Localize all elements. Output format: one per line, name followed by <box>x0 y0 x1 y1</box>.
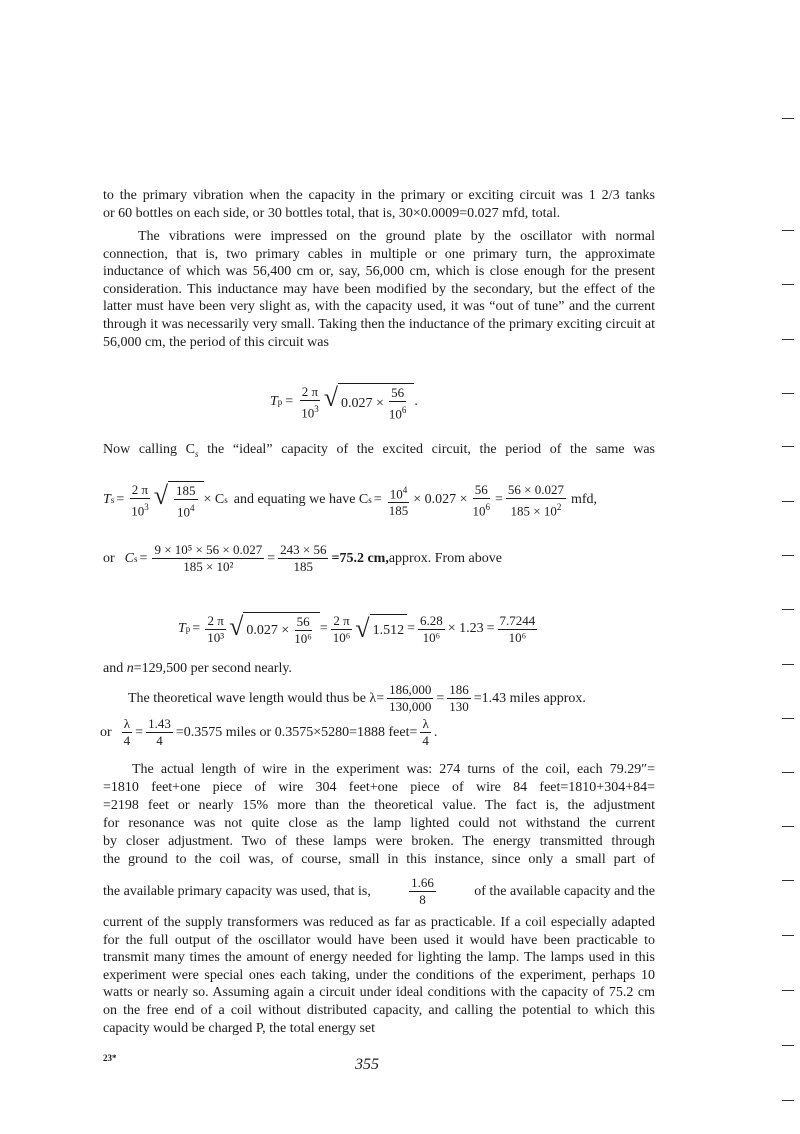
frac-num-exp: 4 <box>402 484 408 495</box>
eq-symbol: C <box>124 550 135 566</box>
margin-tick <box>782 609 794 610</box>
frac-num: 56 <box>474 481 488 497</box>
frac-den: 10⁶ <box>332 629 351 645</box>
eq-subscript: p <box>277 397 283 408</box>
frac-den: 10⁶ <box>422 629 441 645</box>
margin-tick <box>782 501 794 502</box>
eq-subscript: s <box>368 495 372 506</box>
eq-text: and equating we have C <box>233 492 369 508</box>
eq-end: . <box>414 394 418 410</box>
eq-text: =1.43 miles approx. <box>473 690 586 706</box>
frac-num: 2 π <box>131 481 149 497</box>
frac-den-base: 10 <box>388 406 402 422</box>
subscript: s <box>194 448 199 459</box>
frac-den: 130 <box>449 699 469 714</box>
frac-num: 56 <box>296 614 310 629</box>
frac-num: 186 <box>449 682 469 697</box>
margin-tick <box>782 284 794 285</box>
frac-num: 2 π <box>301 383 319 399</box>
equation-period-evaluated: T p = $\frac{2 \pi}{\text{10³}}$ √ 0.027 × $\frac{56}{\text{10⁶}}$ = $\frac{2 \pi}{\text{10⁶}}$ √ 1.512 = $\frac{6.28}{\text{10⁶}}$ × 1.23 = $\frac{7.7244}{\text{10⁶}}$ <box>178 612 536 646</box>
eq-text: mfd, <box>570 492 598 508</box>
frac-num: 56 <box>391 385 405 400</box>
frac-num: λ <box>123 716 131 731</box>
frac-num: 2 π <box>207 612 224 628</box>
margin-tick <box>782 880 794 881</box>
text-run: the “ideal” capacity of the excited circuit, the period of the same was <box>198 442 655 457</box>
eq-subscript: s <box>134 553 138 564</box>
frac-den-exp: 2 <box>556 501 562 512</box>
eq-text: × 1.23 <box>447 621 484 636</box>
text-run: and <box>103 661 127 676</box>
margin-tick <box>782 718 794 719</box>
frac-den-base: 10 <box>131 502 145 518</box>
frac-den-exp: 3 <box>144 501 149 512</box>
text-run: the available primary capacity was used, that is, <box>103 883 371 899</box>
eq-text: =0.3575 miles or 0.3575×5280=1888 feet= <box>175 724 418 740</box>
margin-tick <box>782 990 794 991</box>
frac-den: 10⁶ <box>508 629 527 645</box>
paragraph-text: The vibrations were impressed on the ground plate by the oscillator with normal connection, that is, two primary cables in multiple or one primary turn, the approximate inductance of which was 56,400 cm or, say, 56,000 cm, which is close enough for the present consideration. This inductance may have been modified by the secondary, but the effect of the latter must have been very slight as, with the capacity used, it was “out of tune” and the current through it was necessarily very small. Taking then the inductance of the primary exciting circuit at 56,000 cm, the period of this circuit was <box>103 229 655 350</box>
eq-subscript: s <box>224 495 228 506</box>
frac-den <box>299 401 321 420</box>
frac-den: 8 <box>419 892 426 907</box>
frac-num: 9 × 10⁵ × 56 × 0.027 <box>154 542 263 557</box>
margin-tick <box>782 1100 794 1101</box>
page-number: 355 <box>355 1056 379 1073</box>
equation-capacity-result: or C s = $\frac{\text{9 × 10⁵ × 56 × 0.027}}{\text{185 × 10²}}$ = $\frac{243 \times 56}{185}$ =75.2 cm, approx. From above <box>103 542 502 574</box>
text-line: by closer adjustment. Two of these lamps were broken. The energy transmitted through <box>103 834 655 849</box>
text-run: of the available capacity and the <box>474 883 655 899</box>
frac-den-exp: 6 <box>485 501 490 512</box>
eq-symbol: T <box>178 621 186 636</box>
margin-tick <box>782 664 794 665</box>
eq-subscript: s <box>110 495 115 506</box>
text-line: to the primary vibration when the capacity in the primary or exciting circuit was 1 2/3 tanks <box>103 188 655 203</box>
frac-den: 185 × 10² <box>183 559 234 574</box>
frac-den-exp: 6 <box>401 405 407 415</box>
text-line: =1810 feet+one piece of wire 304 feet+one piece of wire 84 feet=1810+304+84= <box>103 780 655 795</box>
frac-num: 186,000 <box>389 682 432 697</box>
frac-den: 185 <box>293 559 314 574</box>
square-root: √ $\frac{185}{10^4}$ <box>154 481 204 519</box>
frac-num: λ <box>422 716 429 731</box>
text-run: =129,500 per second nearly. <box>133 661 292 676</box>
eq-result: =75.2 cm, <box>331 550 389 566</box>
radicand: 1.512 <box>372 622 405 638</box>
frac-num: 243 × 56 <box>280 542 327 557</box>
radicand: 0.027 × <box>340 395 384 411</box>
margin-tick <box>782 555 794 556</box>
text-line: the ground to the coil was, of course, small in this instance, since only a small part of <box>103 852 655 867</box>
margin-tick <box>782 230 794 231</box>
frac-den: 4 <box>156 733 163 748</box>
eq-symbol: T <box>270 394 278 410</box>
eq-text: The theoretical wave length would thus be λ= <box>128 690 385 706</box>
frac-num: 56 × 0.027 <box>507 481 564 497</box>
eq-end: . <box>433 724 438 740</box>
frac-den: 10³ <box>207 629 225 645</box>
eq-symbol: n <box>126 661 134 676</box>
frac-den-base: 185 × 10 <box>510 502 557 518</box>
paragraph <box>103 914 655 1037</box>
paragraph <box>103 228 655 351</box>
frac-den-exp: 3 <box>314 403 319 414</box>
text-run: Now calling C <box>103 442 195 457</box>
frac-den: 4 <box>422 733 429 748</box>
text-line <box>103 660 292 677</box>
margin-tick <box>782 339 794 340</box>
paragraph-text: current of the supply transformers was reduced as far as practicable. If a coil especially adapted for the full output of the oscillator would have been used it would have been practicable to transmit many times the amount of energy needed for lighting the lamp. The lamps used in this experiment were special ones each taking, under the conditions of the experiment, perhaps 10 watts or nearly so. Assuming again a circuit under ideal conditions with the capacity of 75.2 cm on the free end of a coil without distributed capacity, and calling the potential to which this capacity would be charged P, the total energy set <box>103 915 655 1036</box>
frac-den-base: 10 <box>301 404 315 420</box>
text-line: =2198 feet or nearly 15% more than the theoretical value. The fact is, the adjustment <box>103 798 655 813</box>
margin-tick <box>782 393 794 394</box>
frac-num: 7.7244 <box>499 612 536 628</box>
margin-tick <box>782 446 794 447</box>
square-root: √ 0.027 × $\frac{56}{\text{10⁶}}$ <box>229 612 320 646</box>
equation-wave-length: The theoretical wave length would thus be λ= $\frac{186,000}{130,000}$ = $\frac{186}{130}$ =1.43 miles approx. <box>128 682 586 714</box>
eq-text: or <box>103 550 115 566</box>
text-line-fraction <box>103 876 655 907</box>
frac-den: 130,000 <box>389 699 432 714</box>
eq-text: approx. From above <box>388 550 502 566</box>
fraction <box>299 385 321 420</box>
margin-tick <box>782 772 794 773</box>
text-line <box>103 441 655 463</box>
equation-period-primary: T p = $\frac{2 \pi}{10^3}$ √ 0.027 × $\frac{56}{10^6}$ . <box>270 383 418 422</box>
frac-den: 10⁶ <box>294 631 312 646</box>
margin-tick <box>782 1045 794 1046</box>
equation-quarter-wave: or $\frac{\lambda}{4}$ = $\frac{1.43}{4}$ =0.3575 miles or 0.3575×5280=1888 feet= $\frac{\lambda}{4}$ . <box>100 716 438 748</box>
frac-den-exp: 4 <box>190 503 195 513</box>
text-line: or 60 bottles on each side, or 30 bottles total, that is, 30×0.0009=0.027 mfd, total. <box>103 206 561 221</box>
text-line: for resonance was not quite close as the lamp lighted could not withstand the current <box>103 816 655 831</box>
margin-tick <box>782 935 794 936</box>
text-line: The actual length of wire in the experiment was: 274 turns of the coil, each 79.29″= <box>132 762 655 777</box>
eq-symbol: T <box>103 492 111 508</box>
frac-num: 6.28 <box>419 612 443 628</box>
frac-den-base: 10 <box>177 504 190 520</box>
eq-text: or <box>100 724 112 740</box>
equation-ideal-capacity: T s = $\frac{2 \pi}{10^3}$ √ $\frac{185}{10^4}$ × C s and equating we have C s = $\frac{10^4}{185}$ × 0.027 × $\frac{56}{10^6}$ = $\frac{56 \times 0.027}{185 \times 10^2}$ mfd, <box>103 481 598 520</box>
signature-mark: 23* <box>103 1053 117 1063</box>
radicand: 0.027 × <box>246 622 290 638</box>
frac-num: 1.43 <box>148 716 171 731</box>
frac-num: 10 <box>389 485 403 501</box>
eq-text: × 0.027 × <box>413 492 468 508</box>
frac-den: 4 <box>123 733 131 748</box>
frac-num: 185 <box>176 483 196 498</box>
margin-tick <box>782 826 794 827</box>
eq-text: × C <box>203 492 225 508</box>
eq-subscript: p <box>185 624 191 634</box>
square-root: √ 0.027 × $\frac{56}{10^6}$ <box>324 383 415 421</box>
square-root: √ 1.512 <box>355 614 407 644</box>
frac-den: 185 <box>388 502 409 518</box>
frac-den-base: 10 <box>472 502 486 518</box>
frac-num: 1.66 <box>411 875 434 890</box>
margin-tick <box>782 118 794 119</box>
frac-num: 2 π <box>333 612 350 628</box>
